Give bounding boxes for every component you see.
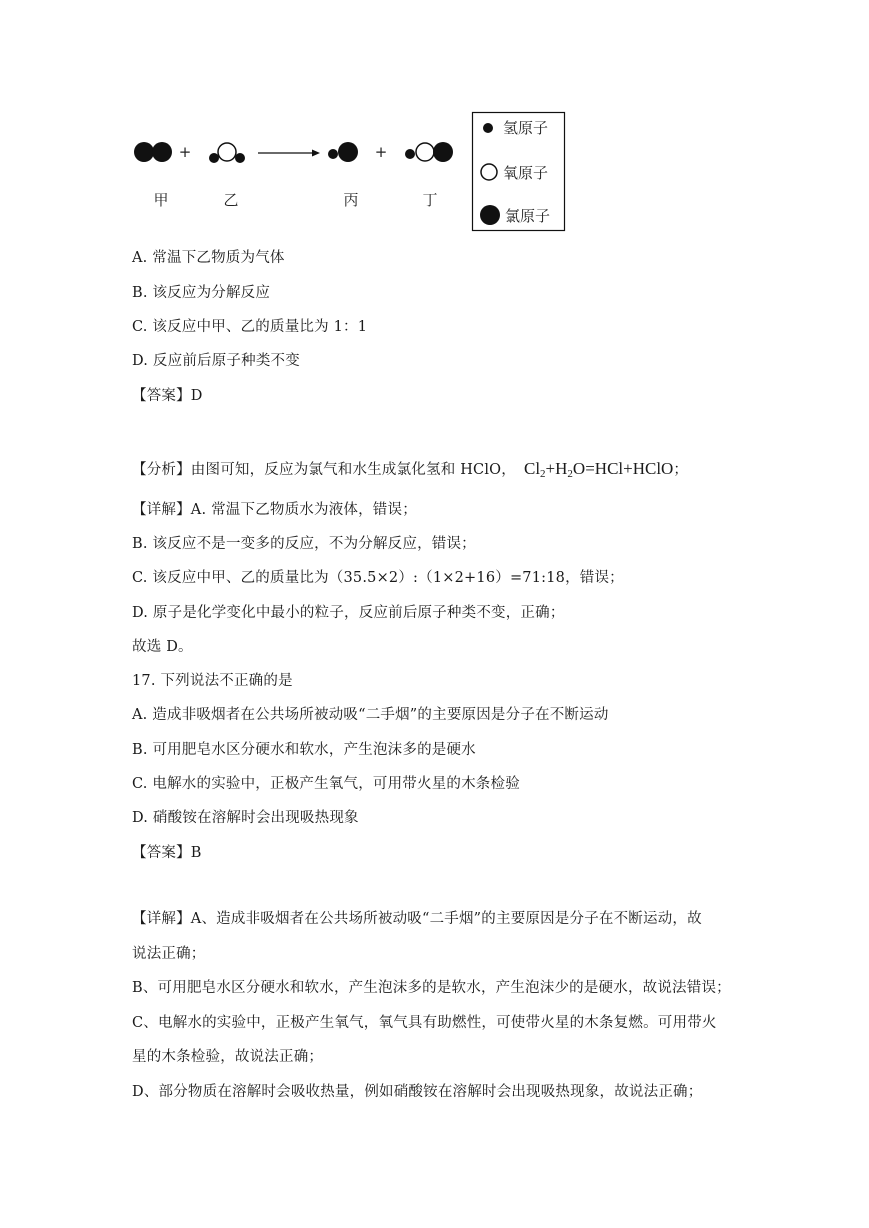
q16-explain-b: B. 该反应不是一变多的反应，不为分解反应，错误； [132, 536, 476, 552]
q16-explain-d: D. 原子是化学变化中最小的粒子，反应前后原子种类不变，正确； [132, 605, 565, 621]
reaction-arrow-icon [258, 150, 320, 157]
q16-conclusion: 故选 D。 [132, 639, 193, 655]
q17-option-c: C. 电解水的实验中，正极产生氧气，可用带火星的木条检验 [132, 776, 520, 792]
q16-answer: 【答案】D [132, 388, 203, 404]
chemical-equation: $Cl_2+H_2O=HCl+HClO$ [523, 459, 674, 480]
legend-oxygen: 氧原子 [503, 164, 549, 182]
plus-sign-1: + [178, 143, 192, 161]
formula-tail: ； [673, 462, 689, 478]
molecule-ding [405, 142, 453, 162]
q16-analysis-text: 【分析】由图可知，反应为氯气和水生成氯化氢和 HClO， [132, 462, 516, 478]
hydrogen-atom-icon [483, 123, 493, 133]
legend-chlorine: 氯原子 [505, 207, 551, 225]
q16-option-a: A. 常温下乙物质为气体 [132, 250, 285, 266]
molecule-jia [134, 142, 172, 162]
oxygen-atom-icon [481, 164, 497, 180]
q17-explain-a2: 说法正确； [132, 946, 206, 962]
q17-answer: 【答案】B [132, 845, 202, 861]
q16-option-b: B. 该反应为分解反应 [132, 285, 271, 301]
plus-sign-2: + [374, 143, 388, 161]
q17-explain-d: D、部分物质在溶解时会吸收热量，例如硝酸铵在溶解时会出现吸热现象，故说法正确； [132, 1084, 703, 1100]
label-ding: 丁 [422, 191, 438, 209]
reaction-diagram [128, 108, 573, 234]
q16-explain-c: C. 该反应中甲、乙的质量比为（35.5×2）:（1×2+16）=71:18，错误； [132, 570, 624, 586]
q16-analysis [132, 459, 688, 484]
molecule-bing [328, 142, 358, 162]
q16-explain-a: 【详解】A. 常温下乙物质水为液体，错误； [132, 502, 417, 518]
chlorine-atom-icon [480, 205, 500, 225]
legend-box [473, 113, 565, 231]
label-bing: 丙 [343, 191, 359, 209]
legend-hydrogen: 氢原子 [503, 119, 549, 137]
q17-option-b: B. 可用肥皂水区分硬水和软水，产生泡沫多的是硬水 [132, 742, 476, 758]
q17-explain-b: B、可用肥皂水区分硬水和软水，产生泡沫多的是软水，产生泡沫少的是硬水，故说法错误； [132, 980, 731, 996]
q16-option-c: C. 该反应中甲、乙的质量比为 1：1 [132, 319, 368, 335]
q17-option-a: A. 造成非吸烟者在公共场所被动吸“二手烟”的主要原因是分子在不断运动 [132, 707, 609, 723]
label-yi: 乙 [223, 191, 239, 209]
q17-explain-c2: 星的木条检验，故说法正确； [132, 1049, 324, 1065]
q17-stem: 17. 下列说法不正确的是 [132, 673, 293, 689]
q16-option-d: D. 反应前后原子种类不变 [132, 353, 300, 369]
q17-explain-c1: C、电解水的实验中，正极产生氧气，氧气具有助燃性，可使带火星的木条复燃。可用带火 [132, 1015, 717, 1031]
molecule-yi [209, 143, 245, 163]
q17-explain-a1: 【详解】A、造成非吸烟者在公共场所被动吸“二手烟”的主要原因是分子在不断运动，故 [132, 911, 702, 927]
label-jia: 甲 [153, 191, 169, 209]
q17-option-d: D. 硝酸铵在溶解时会出现吸热现象 [132, 810, 359, 826]
